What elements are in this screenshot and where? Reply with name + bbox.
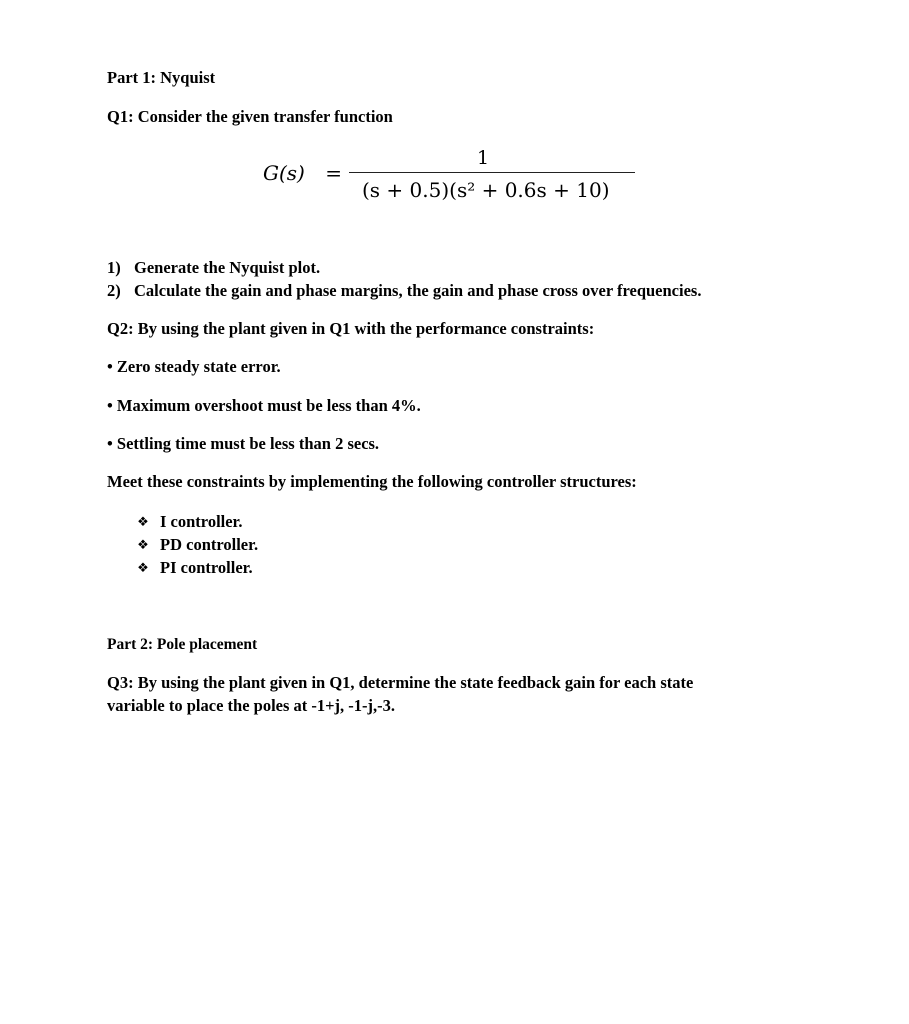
constraint-text: Settling time must be less than 2 secs. bbox=[116, 434, 380, 453]
bullet-icon: • bbox=[107, 434, 113, 453]
q1-prompt: Q1: Consider the given transfer function bbox=[107, 107, 393, 126]
diamond-bullet-icon: ❖ bbox=[137, 514, 149, 529]
constraint-1 bbox=[107, 357, 281, 377]
q1-task-1 bbox=[107, 258, 320, 278]
part2-title: Part 2: Pole placement bbox=[107, 636, 258, 653]
constraint-2 bbox=[107, 396, 421, 416]
equation-g-of-s: G(s) bbox=[263, 161, 305, 185]
equation-numerator: 1 bbox=[477, 147, 490, 169]
diamond-bullet-icon: ❖ bbox=[137, 560, 149, 575]
constraint-text: Maximum overshoot must be less than 4%. bbox=[116, 396, 421, 415]
q1-task-2 bbox=[107, 281, 701, 301]
equation-lhs bbox=[263, 161, 342, 185]
equation-denominator: (s + 0.5)(s² + 0.6s + 10) bbox=[362, 178, 610, 202]
task-text: Generate the Nyquist plot. bbox=[134, 258, 321, 277]
equation-equals: = bbox=[325, 161, 342, 185]
q2-instruction: Meet these constraints by implementing the following controller structures: bbox=[107, 472, 637, 491]
bullet-icon: • bbox=[107, 396, 113, 415]
task-number: 2) bbox=[107, 281, 121, 300]
diamond-bullet-icon: ❖ bbox=[137, 537, 149, 552]
controller-2: PD controller. bbox=[160, 535, 259, 554]
controller-3: PI controller. bbox=[160, 558, 253, 577]
constraint-text: Zero steady state error. bbox=[116, 357, 281, 376]
bullet-icon: • bbox=[107, 357, 113, 376]
controller-1: I controller. bbox=[160, 512, 243, 531]
q2-prompt: Q2: By using the plant given in Q1 with the performance constraints: bbox=[107, 319, 595, 338]
q3-line-2: variable to place the poles at -1+j, -1-j,-3. bbox=[107, 696, 396, 715]
q3-line-1: Q3: By using the plant given in Q1, determine the state feedback gain for each state bbox=[107, 673, 694, 692]
constraint-3 bbox=[107, 434, 379, 454]
part1-title: Part 1: Nyquist bbox=[107, 68, 216, 87]
fraction-bar bbox=[349, 172, 635, 173]
task-text: Calculate the gain and phase margins, the gain and phase cross over frequencies. bbox=[134, 281, 702, 300]
task-number: 1) bbox=[107, 258, 121, 277]
